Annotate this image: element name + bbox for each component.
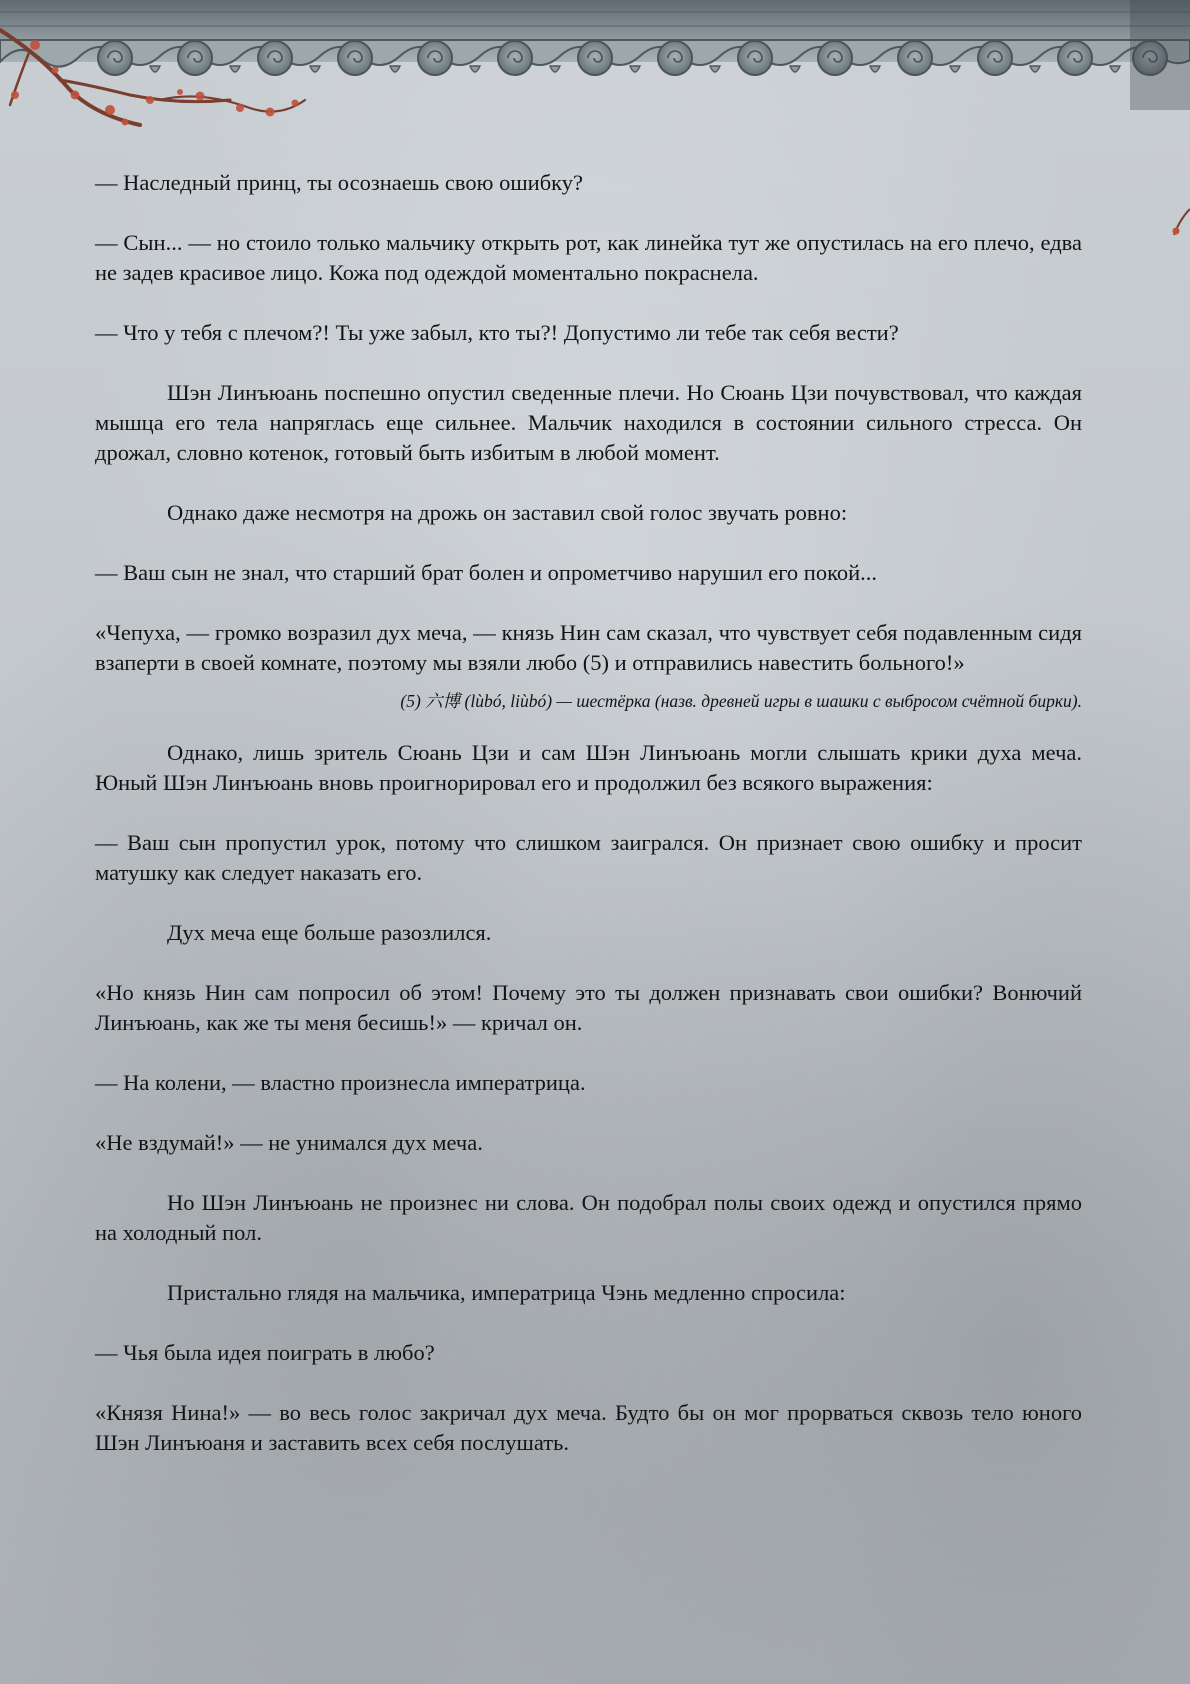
- paragraph: — Ваш сын пропустил урок, потому что слишком заигрался. Он признает свою ошибку и просит матушку как следует наказать его.: [95, 830, 1082, 885]
- paragraph: — Чья была идея поиграть в любо?: [95, 1340, 435, 1365]
- paragraph: — Сын... — но стоило только мальчику открыть рот, как линейка тут же опустилась на его плечо, едва не задев красивое лицо. Кожа под одеждой моментально покраснела.: [95, 230, 1082, 285]
- document-body: [95, 168, 1082, 1458]
- footnote: (5) 六博 (lùbó, liùbó) — шестёрка (назв. древней игры в шашки с выбросом счётной бирки).: [400, 691, 1082, 711]
- plum-branch-decoration: [0, 0, 320, 140]
- paragraph: «Чепуха, — громко возразил дух меча, — князь Нин сам сказал, что чувствует себя подавленным сидя взаперти в своей комнате, поэтому мы взяли любо (5) и отправились навестить больного!»: [95, 620, 1082, 675]
- paragraph: Однако даже несмотря на дрожь он заставил свой голос звучать ровно:: [167, 500, 848, 525]
- paragraph: — Наследный принц, ты осознаешь свою ошибку?: [95, 170, 583, 195]
- paragraph: — Ваш сын не знал, что старший брат болен и опрометчиво нарушил его покой...: [95, 560, 878, 585]
- paragraph: Шэн Линъюань поспешно опустил сведенные плечи. Но Сюань Цзи почувствовал, что каждая мышца его тела напряглась еще сильнее. Мальчик находился в состоянии сильного стресса. Он дрожал, словно котенок, готовый быть избитым в любой момент.: [95, 380, 1082, 465]
- paragraph: «Но князь Нин сам попросил об этом! Почему это ты должен признавать свои ошибки? Вонючий Линъюань, как же ты меня бесишь!» — кричал он.: [95, 980, 1082, 1035]
- paragraph: — Что у тебя с плечом?! Ты уже забыл, кто ты?! Допустимо ли тебе так себя вести?: [95, 320, 899, 345]
- paragraph: Дух меча еще больше разозлился.: [167, 920, 492, 945]
- paragraph: «Князя Нина!» — во весь голос закричал дух меча. Будто бы он мог прорваться сквозь тело юного Шэн Линъюаня и заставить всех себя послушать.: [95, 1400, 1082, 1455]
- paragraph: Пристально глядя на мальчика, императрица Чэнь медленно спросила:: [167, 1280, 846, 1305]
- paragraph: «Не вздумай!» — не унимался дух меча.: [95, 1130, 483, 1155]
- paragraph: — На колени, — властно произнесла императрица.: [95, 1070, 586, 1095]
- paragraph: Однако, лишь зритель Сюань Цзи и сам Шэн Линъюань могли слышать крики духа меча. Юный Шэн Линъюань вновь проигнорировал его и продолжил без всякого выражения:: [95, 740, 1082, 795]
- branch-tip-decoration: [1168, 205, 1190, 241]
- paragraph: Но Шэн Линъюань не произнес ни слова. Он подобрал полы своих одежд и опустился прямо на холодный пол.: [95, 1190, 1082, 1245]
